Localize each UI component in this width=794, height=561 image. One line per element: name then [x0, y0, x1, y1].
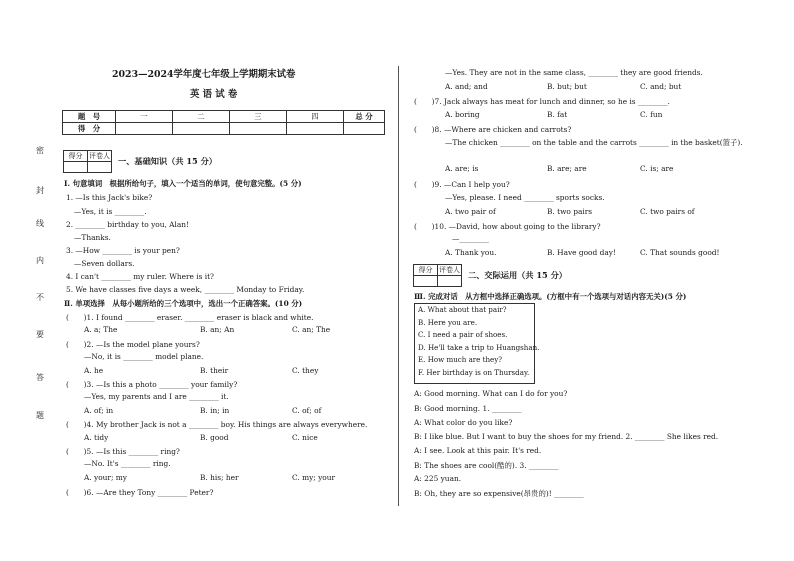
option-b[interactable]: B. their	[200, 366, 229, 375]
option-c[interactable]: C. is; are	[640, 164, 674, 173]
dialogue-line[interactable]: B: Good morning. 1. ________	[414, 404, 522, 413]
seal-char: 内	[36, 256, 44, 265]
grader-box	[63, 150, 112, 173]
grader-cell[interactable]	[64, 162, 88, 173]
part3-title: Ⅲ. 完成对话 从方框中选择正确选项。(方框中有一个选项与对话内容无关)(5 分)	[414, 292, 687, 301]
option-a[interactable]: A. Thank you.	[445, 248, 497, 257]
option-a[interactable]: A. of; in	[84, 406, 114, 415]
option-a[interactable]: A. tidy	[84, 433, 109, 442]
box-option: B. Here you are.	[418, 317, 478, 327]
seal-char: 密	[36, 146, 44, 155]
option-a[interactable]: A. your; my	[84, 473, 127, 482]
column-divider	[398, 66, 399, 506]
score-table	[62, 110, 385, 135]
option-b[interactable]: B. his; her	[200, 473, 239, 482]
dialogue-line[interactable]: B: The shoes are cool(酷的). 3. ________	[414, 461, 559, 470]
question-stem: ( )9. —Can I help you?	[414, 180, 510, 189]
fill-line: 5. We have classes five days a week, ________ Monday to Friday.	[66, 285, 305, 294]
option-c[interactable]: C. and; but	[640, 82, 682, 91]
option-b[interactable]: B. are; are	[547, 164, 587, 173]
seal-char: 封	[36, 186, 44, 195]
box-option: D. He'll take a trip to Huangshan.	[418, 342, 540, 352]
seal-char: 线	[36, 219, 44, 228]
option-a[interactable]: A. a; The	[84, 325, 118, 334]
question-stem: ( )10. —David, how about going to the library?	[414, 222, 601, 231]
box-option: A. What about that pair?	[418, 305, 507, 314]
question-stem: ( )1. I found ________ eraser. ________ eraser is black and white.	[66, 313, 314, 322]
option-c[interactable]: C. an; The	[292, 325, 331, 334]
question-stem-2: —No, it is ________ model plane.	[84, 352, 204, 361]
option-a[interactable]: A. he	[84, 366, 104, 375]
part2-title: Ⅱ. 单项选择 从每小题所给的三个选项中，选出一个正确答案。(10 分)	[64, 299, 303, 308]
fill-line: —Seven dollars.	[74, 259, 135, 268]
section1-heading: 一、基础知识（共 15 分）	[118, 156, 217, 166]
option-b[interactable]: B. good	[200, 433, 229, 442]
grader-label: 得分	[414, 265, 438, 276]
question-stem-2: —Yes, please. I need ________ sports socks.	[445, 193, 605, 202]
question-stem-2: —Yes, my parents and I are ________ it.	[84, 392, 229, 401]
option-b[interactable]: B. two pairs	[547, 207, 593, 216]
option-c[interactable]: C. fun	[640, 110, 663, 119]
question-stem: ( )5. —Is this ________ ring?	[66, 447, 180, 456]
dialogue-line: A: What color do you like?	[414, 418, 513, 427]
exam-title: 2023—2024学年度七年级上学期期末试卷	[112, 69, 296, 80]
fill-line: —Thanks.	[74, 233, 111, 242]
fill-line: 1. —Is this Jack's bike?	[66, 193, 153, 202]
seal-char: 要	[36, 330, 44, 339]
score-cell[interactable]	[173, 123, 230, 135]
option-b[interactable]: B. fat	[547, 110, 568, 119]
question-stem-2: —The chicken ________ on the table and the carrots ________ in the basket(篮子).	[445, 138, 743, 147]
option-c[interactable]: C. my; your	[292, 473, 336, 482]
question-stem: ( )2. —Is the model plane yours?	[66, 340, 200, 349]
score-cell[interactable]	[116, 123, 173, 135]
score-header-cell: 题 号	[63, 111, 116, 123]
question-stem: ( )4. My brother Jack is not a ________ boy. His things are always everywhere.	[66, 420, 368, 429]
box-option: E. How much are they?	[418, 355, 503, 365]
question-stem: ( )8. —Where are chicken and carrots?	[414, 125, 572, 134]
score-header-cell: 总 分	[344, 111, 385, 123]
question-stem: ( )7. Jack always has meat for lunch and dinner, so he is ________.	[414, 97, 670, 106]
option-c[interactable]: C. they	[292, 366, 319, 375]
box-option: F. Her birthday is on Thursday.	[418, 367, 530, 377]
dialogue-line[interactable]: B: Oh, they are so expensive(昂贵的)! ________	[414, 489, 584, 498]
option-a[interactable]: A. and; and	[445, 82, 488, 91]
section2-heading: 二、交际运用（共 15 分）	[468, 270, 567, 280]
option-b[interactable]: B. Have good day!	[547, 248, 616, 257]
option-c[interactable]: C. of; of	[292, 406, 322, 415]
fill-line: 2. ________ birthday to you, Alan!	[66, 220, 190, 229]
grader-cell[interactable]	[88, 162, 112, 173]
seal-char: 不	[36, 293, 44, 302]
exam-subtitle: 英 语 试 卷	[190, 89, 238, 100]
fill-line: —Yes, it is ________.	[74, 207, 147, 216]
score-header-cell: 二	[173, 111, 230, 123]
question-stem-2: —________	[452, 234, 489, 243]
option-c[interactable]: C. That sounds good!	[640, 248, 720, 257]
question-stem-2: —Yes. They are not in the same class, ________ they are good friends.	[445, 68, 703, 77]
grader-label: 得分	[64, 151, 88, 162]
score-cell[interactable]	[287, 123, 344, 135]
score-cell[interactable]	[344, 123, 385, 135]
seal-char: 答	[36, 373, 44, 382]
grader-cell[interactable]	[438, 276, 462, 287]
part1-title: Ⅰ. 句意填词 根据所给句子，填入一个适当的单词，使句意完整。(5 分)	[64, 179, 302, 188]
question-stem: ( )3. —Is this a photo ________ your family?	[66, 380, 238, 389]
score-cell[interactable]	[230, 123, 287, 135]
score-header-cell: 四	[287, 111, 344, 123]
box-option: C. I need a pair of shoes.	[418, 330, 508, 340]
score-header-cell: 三	[230, 111, 287, 123]
option-c[interactable]: C. two pairs of	[640, 207, 695, 216]
dialogue-line[interactable]: B: I like blue. But I want to buy the shoes for my friend. 2. ________ She likes red.	[414, 432, 719, 441]
fill-line: 4. I can't ________ my ruler. Where is it?	[66, 272, 215, 281]
grader-box	[413, 264, 462, 287]
question-stem: ( )6. —Are they Tony ________ Peter?	[66, 488, 214, 497]
option-a[interactable]: A. boring	[445, 110, 480, 119]
option-a[interactable]: A. two pair of	[445, 207, 496, 216]
dialogue-line: A: Good morning. What can I do for you?	[414, 389, 568, 398]
option-a[interactable]: A. are; is	[445, 164, 479, 173]
score-row-label: 得 分	[63, 123, 116, 135]
options-box	[414, 303, 540, 384]
dialogue-line: A: I see. Look at this pair. It's red.	[414, 446, 542, 455]
score-header-cell: 一	[116, 111, 173, 123]
option-b[interactable]: B. an; An	[200, 325, 235, 334]
option-b[interactable]: B. in; in	[200, 406, 230, 415]
grader-label: 评卷人	[89, 152, 110, 160]
grader-label: 评卷人	[439, 266, 460, 274]
fill-line: 3. —How ________ is your pen?	[66, 246, 180, 255]
option-c[interactable]: C. nice	[292, 433, 318, 442]
question-stem-2: —No. It's ________ ring.	[84, 459, 171, 468]
option-b[interactable]: B. but; but	[547, 82, 587, 91]
seal-char: 题	[36, 411, 44, 420]
grader-cell[interactable]	[414, 276, 438, 287]
dialogue-line: A: 225 yuan.	[414, 474, 462, 483]
